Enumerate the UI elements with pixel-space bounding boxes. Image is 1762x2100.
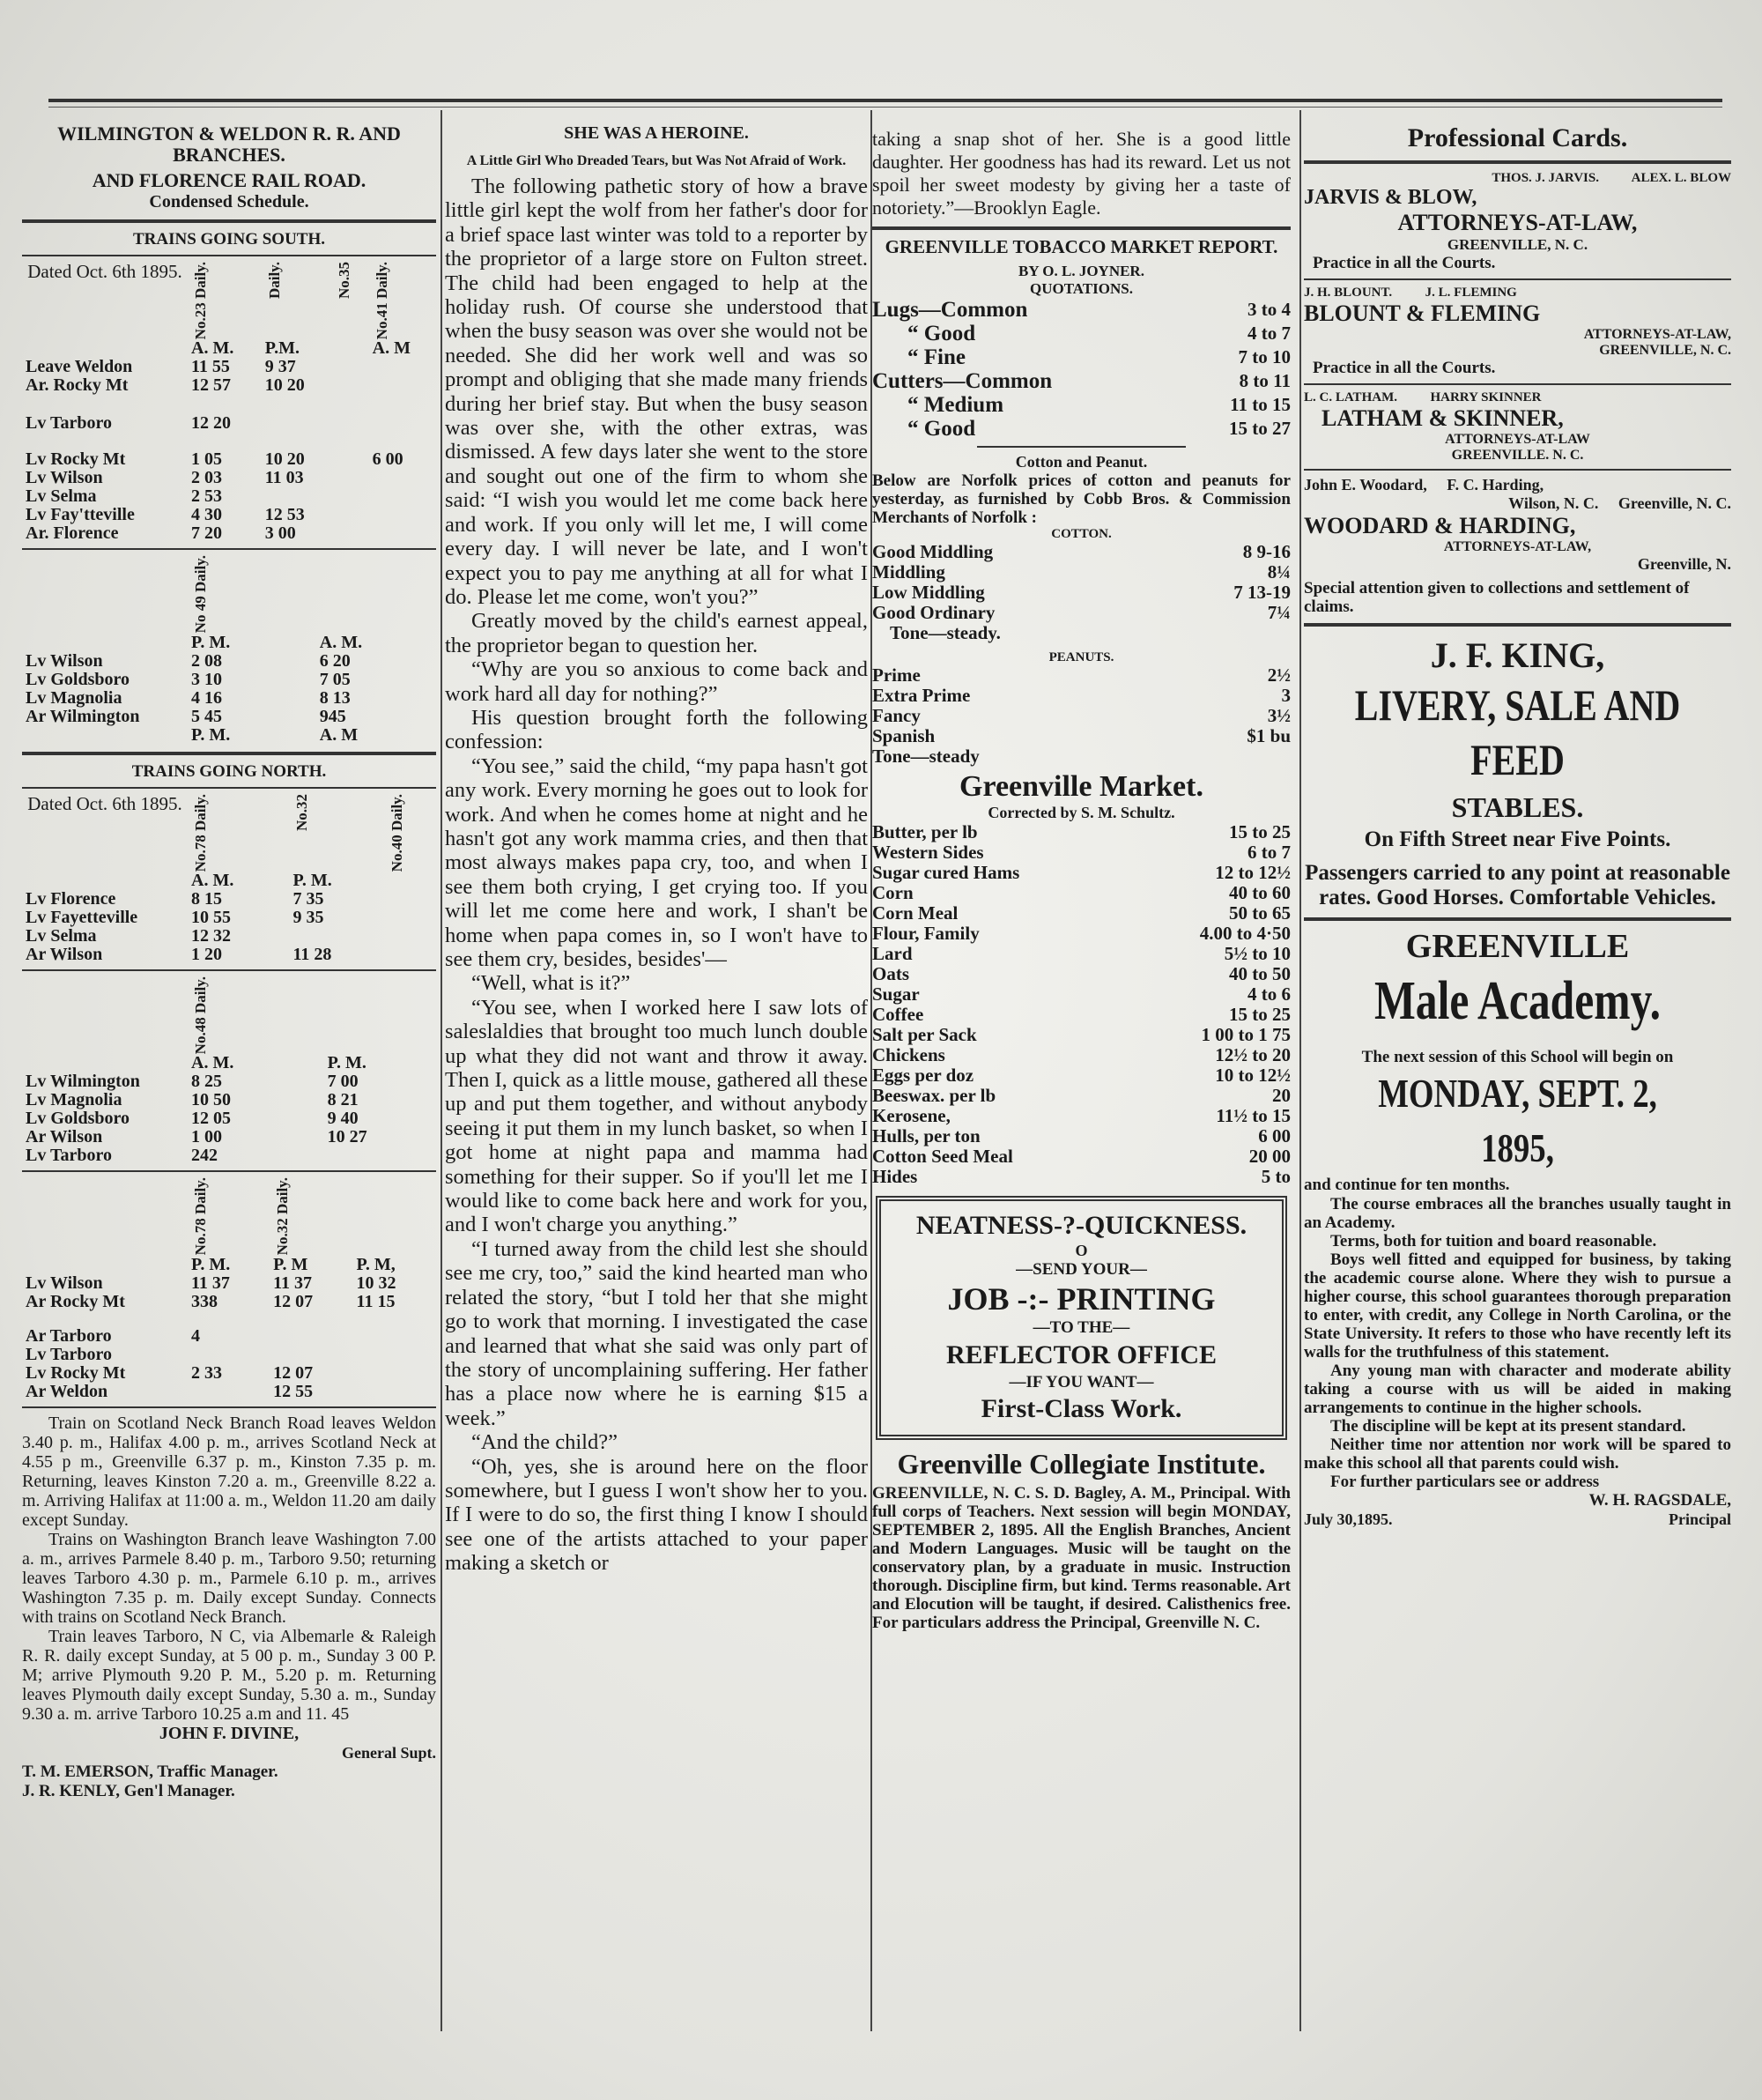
station: Lv Wilson: [26, 1273, 103, 1293]
time: 11 37: [191, 1273, 230, 1293]
academy-date: MONDAY, SEPT. 2, 1895,: [1378, 1071, 1657, 1170]
market-column: [872, 128, 1291, 1632]
printing-advert: [876, 1196, 1287, 1440]
price: 3½: [1267, 705, 1291, 726]
station: Lv Goldsboro: [26, 1109, 130, 1129]
train-col-header: Daily.: [265, 262, 283, 300]
tobacco-report-by: BY O. L. JOYNER.: [1018, 263, 1144, 279]
time: 11 03: [264, 468, 304, 488]
train-col-header: No.40 Daily.: [388, 793, 405, 872]
time: [353, 1383, 436, 1401]
grade: Lugs—Common: [872, 298, 1028, 322]
time: [324, 1146, 436, 1165]
item: Lard: [872, 943, 913, 964]
note-paragraph: Train leaves Tarboro, N C, via Albemarle & Raleigh R. R. daily except Sunday, at 5 00 p. m., Sunday 3 00 P. M; arrive Plymouth 9.20 P. M., 5.20 p. m. Returning leaves Plymouth daily except Sunday, 5.30 a. m., Sunday 9.30 a. m. arrive Tarboro 10.25 a.m and 11. 45: [22, 1626, 436, 1724]
item: Hides: [872, 1166, 918, 1187]
story-paragraph: Greatly moved by the child's earnest appeal, the proprietor began to question her.: [445, 609, 868, 657]
stables-passengers: Passengers carried to any point at reasonable rates. Good Horses. Comfortable Vehicles.: [1305, 861, 1730, 909]
time-header: A. M: [372, 338, 411, 359]
livery-heading: LIVERY, SALE AND FEED: [1354, 680, 1681, 784]
item: Salt per Sack: [872, 1024, 977, 1045]
price: 7 13-19: [1233, 582, 1291, 603]
time-header: A. M.: [319, 632, 363, 652]
time: [262, 487, 331, 506]
story-paragraph: “Why are you so anxious to come back and work hard all day for nothing?”: [445, 657, 868, 706]
academy-paragraph: Terms, both for tuition and board reasonable.: [1330, 1232, 1657, 1250]
time: [369, 524, 436, 543]
advert-ornament: O: [1075, 1242, 1088, 1259]
item: Coffee: [872, 1004, 924, 1025]
grade: “ Good: [907, 322, 976, 345]
train-col-header: No.48 Daily.: [192, 976, 209, 1055]
time: 9 37: [264, 357, 296, 377]
price: 8¼: [1267, 561, 1291, 583]
academy-date-line: July 30,1895.: [1304, 1510, 1393, 1528]
dated-label: Dated Oct. 6th 1895.: [27, 792, 182, 814]
top-rule: [48, 99, 1722, 102]
station: Lv Goldsboro: [26, 669, 130, 689]
time-header: A. M.: [191, 870, 234, 890]
peanuts-table: [872, 665, 1291, 767]
time: 6 20: [319, 650, 351, 671]
train-col-header: No.35: [335, 262, 352, 300]
price: 15 to 25: [1229, 1004, 1291, 1025]
grade: Middling: [872, 561, 945, 583]
time: 10 20: [264, 449, 305, 470]
grade: “ Fine: [907, 345, 966, 369]
time: 4 30: [191, 505, 222, 525]
station: Ar Tarboro: [26, 1325, 112, 1346]
time: 8 25: [191, 1072, 222, 1092]
time-header: P. M.: [191, 724, 231, 745]
time-header: P. M,: [356, 1254, 396, 1274]
train-col-header: No 49 Daily.: [192, 555, 209, 634]
schedule-notes: [22, 1414, 436, 1724]
train-col-header: No.78 Daily.: [192, 793, 209, 872]
price: 12½ to 20: [1215, 1044, 1291, 1065]
time: [353, 1327, 436, 1346]
price: 6 to 7: [1247, 842, 1291, 863]
item: Sugar: [872, 983, 920, 1005]
station: Ar Wilmington: [26, 706, 140, 726]
time: 10 50: [191, 1090, 231, 1110]
item: Chickens: [872, 1044, 945, 1065]
time: 11 15: [356, 1291, 396, 1311]
train-col-header: No.32 Daily.: [274, 1177, 292, 1256]
time: 2 53: [191, 486, 222, 507]
station: Ar Wilson: [26, 1127, 103, 1147]
station: Lv Fay'tteville: [26, 505, 135, 525]
time: 10 27: [327, 1127, 367, 1147]
time: [188, 1346, 270, 1364]
station: Lv Tarboro: [26, 1344, 112, 1364]
grade: Prime: [872, 664, 921, 686]
time: [369, 358, 436, 376]
card-firm: LATHAM & SKINNER,: [1322, 405, 1564, 431]
price: 7 to 10: [1238, 346, 1291, 367]
time: 12 53: [264, 505, 305, 525]
professional-cards-title: Professional Cards.: [1407, 123, 1628, 152]
time: 945: [319, 706, 346, 726]
time: 2 03: [191, 468, 222, 488]
academy-title: Male Academy.: [1373, 971, 1662, 1031]
price: 40 to 60: [1229, 882, 1291, 903]
trains-north-table: [22, 794, 436, 964]
time-header: P.M.: [264, 338, 300, 359]
peanuts-header: PEANUTS.: [1048, 650, 1114, 664]
grade: Fancy: [872, 705, 921, 726]
tobacco-report-title: GREENVILLE TOBACCO MARKET REPORT.: [885, 236, 1278, 257]
time: 8 13: [319, 687, 351, 708]
station: Lv Wilmington: [26, 1072, 140, 1092]
advert-reflector-office: REFLECTOR OFFICE: [946, 1340, 1217, 1369]
price: $1 bu: [1247, 725, 1291, 746]
station: Lv Tarboro: [26, 1146, 112, 1166]
story-paragraph: “And the child?”: [471, 1430, 618, 1455]
station: Lv Magnolia: [26, 1090, 122, 1110]
signature-divine-title: General Supt.: [341, 1743, 436, 1762]
time: 8 21: [327, 1090, 359, 1110]
price: 12 to 12½: [1215, 862, 1291, 883]
trains-north-header: TRAINS GOING NORTH.: [131, 761, 327, 781]
academy-paragraph: The discipline will be kept at its present standard.: [1330, 1417, 1686, 1436]
story-paragraph: “Well, what is it?”: [471, 971, 631, 996]
stables-heading: STABLES.: [1451, 791, 1584, 823]
time-header: P. M.: [292, 870, 332, 890]
time-header: P. M.: [191, 632, 231, 652]
station: Ar Rocky Mt: [26, 1291, 125, 1311]
price: 6 00: [1258, 1125, 1291, 1146]
time: 7 35: [292, 888, 324, 909]
greenville-market-table: [872, 822, 1291, 1187]
advert-job-printing: JOB -:- PRINTING: [947, 1281, 1216, 1317]
time: 10 32: [356, 1273, 396, 1293]
time: 12 55: [273, 1381, 314, 1401]
time: 7 00: [327, 1072, 359, 1092]
grade: Low Middling: [872, 582, 985, 603]
time: [188, 1383, 270, 1401]
time: [270, 1327, 352, 1346]
item: Oats: [872, 963, 909, 984]
academy-paragraph: For further particulars see or address: [1330, 1473, 1600, 1491]
time: 242: [191, 1146, 218, 1166]
item: Beeswax. per lb: [872, 1085, 996, 1106]
time-header: P. M.: [191, 1254, 231, 1274]
signature-emerson: T. M. EMERSON, Traffic Manager.: [22, 1762, 278, 1781]
station: Ar. Florence: [26, 523, 119, 544]
station: Lv Fayetteville: [26, 907, 138, 927]
academy-greenville: GREENVILLE: [1405, 928, 1630, 965]
card-firm: BLOUNT & FLEMING: [1304, 301, 1541, 326]
time-header: P. M: [273, 1254, 308, 1274]
price: 11 to 15: [1230, 394, 1291, 415]
time: 12 32: [191, 925, 231, 946]
story-continued: taking a snap shot of her. She is a good little daughter. Her goodness has had its reward. Let us not spoil her sweet modesty by giving her a taste of notoriety.”—Brooklyn Eagle.: [872, 128, 1291, 219]
time: [369, 506, 436, 524]
story-paragraph: “You see,” said the child, “my papa hasn't got any work. Every morning he goes out to look for work. And when he comes home at night and he hasn't got any work mamma cries, and then that most always makes papa cry, too, and when I see them both crying, I get crying too. If you will let me come here and work, I shan't be home when papa comes in, so I won't have to see them cry, besides, besides'—: [445, 753, 868, 971]
price: 15 to 27: [1229, 418, 1291, 439]
time: [289, 927, 383, 946]
column-rule: [440, 110, 442, 2031]
item: Kerosene,: [872, 1105, 951, 1126]
price: 40 to 50: [1229, 963, 1291, 984]
top-rule-thin: [48, 107, 1722, 108]
dated-label: Dated Oct. 6th 1895.: [27, 261, 182, 282]
cotton-peanut-title: Cotton and Peanut.: [1015, 453, 1148, 471]
time: [262, 414, 331, 433]
card-place: GREENVILLE. N. C.: [1451, 448, 1584, 463]
station: Ar Wilson: [26, 944, 103, 964]
stables-location: On Fifth Street near Five Points.: [1364, 827, 1671, 851]
grade: Good Middling: [872, 541, 994, 562]
card-names-places: Wilson, N. C. Greenville, N. C.: [1508, 494, 1731, 512]
card-names: THOS. J. JARVIS. ALEX. L. BLOW: [1492, 171, 1731, 185]
tone: Tone—steady.: [890, 622, 1001, 643]
trains-south-header: TRAINS GOING SOUTH.: [132, 230, 326, 249]
time: 3 10: [191, 669, 222, 689]
advert-neatness: NEATNESS-?-QUICKNESS.: [915, 1211, 1247, 1240]
time: 11 55: [191, 357, 230, 377]
time-header: A. M: [319, 724, 359, 745]
advert-to-the: —TO THE—: [1033, 1318, 1130, 1337]
trains-north-table-2: [22, 976, 436, 1165]
advert-send-your: —SEND YOUR—: [1016, 1260, 1147, 1279]
price: 3 to 4: [1247, 299, 1291, 320]
story-paragraph: The following pathetic story of how a brave little girl kept the wolf from her father's door for a brief space last winter was told to a reporter by the proprietor of a large store on Fulton street. The child had been engaged to help at the holiday rush. Of course she understood that when the busy season was over she would not be needed. She did her work well and was so prompt and obliging that she made many friends during her brief stay. But when the busy season was over she, with the other extras, was dismissed. A few days later she went to the store and sought out one of the firm to whom she said: “I wish you would let me come back here and work. If you only will let me, I will come every day. I will never be late, and I won't expect you to pay me anything at all for what I do. Please let me come, won't you?”: [445, 174, 868, 609]
story-paragraph: “Oh, yes, she is around here on the floor somewhere, but I guess I won't show her to you. If I were to do so, the first thing I know I should see one of the artists attached to your paper making a sketch or: [445, 1454, 868, 1576]
time: 1 20: [191, 944, 222, 964]
time: 2 33: [191, 1362, 222, 1383]
price: 1 00 to 1 75: [1201, 1024, 1291, 1045]
time: 12 07: [273, 1291, 314, 1311]
cotton-table: [872, 542, 1291, 643]
condensed-schedule: Condensed Schedule.: [149, 192, 309, 211]
time: 2 08: [191, 650, 222, 671]
station: Lv Tarboro: [26, 413, 112, 434]
greenville-market-title: Greenville Market.: [959, 770, 1203, 803]
price: 20: [1272, 1085, 1291, 1106]
card-note: Practice in all the Courts.: [1313, 359, 1496, 377]
story-column: [445, 123, 868, 1576]
station: Lv Florence: [26, 888, 116, 909]
collegiate-institute-text: GREENVILLE, N. C. S. D. Bagley, A. M., Principal. With full corps of Teachers. Next session will begin MONDAY, SEPTEMBER 2, 1895. All the English Branches, Ancient and Modern Languages. Music will be taught on the conservatory plan, by a graduate in music. Instruction thorough. Discipline firm, but kind. Terms reasonable. Art and Elocution will be taught, if desired. Calisthenics free. For particulars address the Principal, Greenville N. C.: [872, 1484, 1291, 1632]
train-col-header: No.78 Daily.: [192, 1177, 209, 1256]
time: [353, 1346, 436, 1364]
time: 338: [191, 1291, 218, 1311]
time: 4: [191, 1325, 200, 1346]
station: Lv Rocky Mt: [26, 449, 126, 470]
time: 9 40: [327, 1109, 359, 1129]
card-names: L. C. LATHAM. HARRY SKINNER: [1304, 390, 1542, 404]
item: Hulls, per ton: [872, 1125, 981, 1146]
price: 8 to 11: [1239, 370, 1291, 391]
king-name: J. F. KING,: [1430, 635, 1605, 675]
railroad-schedule-column: [22, 123, 436, 1801]
cotton-header: COTTON.: [1051, 527, 1112, 541]
price: 11½ to 15: [1216, 1105, 1291, 1126]
time: 12 20: [191, 413, 231, 434]
price: 5 to: [1261, 1166, 1291, 1187]
grade: “ Medium: [907, 393, 1004, 417]
time: [369, 376, 436, 395]
time: 12 57: [191, 375, 231, 396]
signature-divine: JOHN F. DIVINE,: [159, 1723, 300, 1743]
academy-continue: and continue for ten months.: [1304, 1176, 1510, 1194]
time: 11 37: [273, 1273, 313, 1293]
note-paragraph: Trains on Washington Branch leave Washington 7.00 a. m., arrives Parmele 8.40 p. m., Tarboro 9.50; returning leaves Tarboro 4.30 p. m., Parmele 6.10 p. m., arrives Washington 7.35 p. m. Daily except Sunday. Connects with trains on Scotland Neck Branch.: [22, 1529, 436, 1627]
price: 50 to 65: [1229, 902, 1291, 924]
academy-next-session: The next session of this School will begin on: [1361, 1048, 1674, 1066]
cotton-peanut-text: Below are Norfolk prices of cotton and peanuts for yesterday, as furnished by Cobb Bros. & Commission Merchants of Norfolk :: [872, 471, 1291, 527]
price: 8 9-16: [1242, 541, 1291, 562]
station: Leave Weldon: [26, 357, 133, 377]
advert-if-you-want: —IF YOU WANT—: [1009, 1373, 1154, 1391]
station: Ar. Rocky Mt: [26, 375, 129, 396]
signature-kenly: J. R. KENLY, Gen'l Manager.: [22, 1781, 235, 1800]
time: [369, 414, 436, 433]
time: 6 00: [372, 449, 403, 470]
station: Lv Wilson: [26, 650, 103, 671]
item: Corn Meal: [872, 902, 959, 924]
tobacco-quotations: QUOTATIONS.: [1030, 280, 1133, 297]
item: Eggs per doz: [872, 1065, 974, 1086]
card-firm: WOODARD & HARDING,: [1304, 513, 1576, 538]
price: 10 to 12½: [1215, 1065, 1291, 1086]
tone: Tone—steady: [872, 746, 980, 767]
card-place: GREENVILLE, N. C.: [1447, 236, 1588, 253]
time: 12 05: [191, 1109, 231, 1129]
academy-paragraph: Boys well fitted and equipped for business, by taking the academic course alone. Where they wish to pursue a higher course, this school guarantees thorough preparation to enter, with credit, any College in North Carolina, or the State University. It refers to those who have recently left its walls for the truthfulness of this statement.: [1304, 1250, 1731, 1362]
price: 4.00 to 4·50: [1199, 923, 1291, 944]
card-names: J. H. BLOUNT. J. L. FLEMING: [1304, 286, 1517, 300]
price: 3: [1281, 685, 1291, 706]
price: 7¼: [1267, 602, 1291, 623]
time: [270, 1346, 352, 1364]
time: 8 15: [191, 888, 222, 909]
trains-south-table-2: [22, 555, 436, 744]
station: Lv Selma: [26, 925, 97, 946]
card-place: Greenville, N.: [1637, 555, 1731, 573]
academy-body: [1304, 1195, 1731, 1491]
card-firm: JARVIS & BLOW,: [1304, 186, 1477, 209]
trains-south-table: [22, 262, 436, 543]
price: 20 00: [1248, 1146, 1291, 1167]
time: 7 05: [319, 669, 351, 689]
grade: Extra Prime: [872, 685, 971, 706]
time-header: P. M.: [327, 1053, 366, 1073]
grade: Spanish: [872, 725, 936, 746]
price: 4 to 7: [1247, 323, 1291, 344]
time: 10 55: [191, 907, 231, 927]
time: 5 45: [191, 706, 222, 726]
time: 11 28: [292, 944, 332, 964]
station: Lv Rocky Mt: [26, 1362, 126, 1383]
academy-signature: W. H. RAGSDALE,: [1588, 1491, 1731, 1510]
time: 10 20: [264, 375, 305, 396]
time: 7 20: [191, 523, 222, 544]
item: Flour, Family: [872, 923, 980, 944]
price: 4 to 6: [1247, 983, 1291, 1005]
price: 2½: [1267, 664, 1291, 686]
card-role: ATTORNEYS-AT-LAW,: [1583, 327, 1731, 342]
card-place: GREENVILLE, N. C.: [1599, 343, 1731, 358]
price: 5½ to 10: [1224, 943, 1291, 964]
academy-principal: Principal: [1669, 1510, 1731, 1528]
station: Lv Magnolia: [26, 687, 122, 708]
time: [369, 487, 436, 506]
grade: Cutters—Common: [872, 369, 1053, 393]
card-note: Special attention given to collections and settlement of claims.: [1304, 579, 1690, 616]
academy-paragraph: The course embraces all the branches usually taught in an Academy.: [1304, 1195, 1731, 1232]
train-col-header: No.41 Daily.: [373, 262, 390, 340]
time: 12 07: [273, 1362, 314, 1383]
time: 1 00: [191, 1127, 222, 1147]
card-role: ATTORNEYS-AT-LAW,: [1443, 539, 1592, 554]
time: 3 00: [264, 523, 296, 544]
story-paragraph: “You see, when I worked here I saw lots of saleslaldies that brought too much lunch double up what they did not want and throw it away. Then I, quick as a little mouse, gathered all these up and put them together, and without anybody seeing it put them in my lunch basket, so when I got home at night papa and mamma had something for their supper. So if you'll let me I would like to come back here and work for you, and I won't charge you anything.”: [445, 995, 868, 1237]
card-role: ATTORNEYS-AT-LAW: [1445, 432, 1590, 447]
time: [353, 1364, 436, 1383]
station: Lv Wilson: [26, 468, 103, 488]
train-col-header: No.32: [293, 793, 311, 831]
cards-column: [1304, 123, 1731, 1529]
time-header: A. M.: [191, 338, 234, 359]
column-rule: [1299, 110, 1301, 2031]
item: Butter, per lb: [872, 821, 978, 842]
train-col-header: No.23 Daily.: [192, 262, 209, 340]
time: [369, 469, 436, 487]
time: 1 05: [191, 449, 222, 470]
note-paragraph: Train on Scotland Neck Branch Road leaves Weldon 3.40 p. m., Halifax 4.00 p. m., arrives Scotland Neck at 4.55 p m., Greenville 6.37 p. m., Kinston 7.35 p. m. Returning, leaves Kinston 7.20 a. m., Greenville 8.22 a. m. Arriving Halifax at 11:00 a. m., Weldon 11.20 am daily except Sunday.: [22, 1413, 436, 1530]
advert-first-class: First-Class Work.: [981, 1394, 1182, 1423]
greenville-market-by: Corrected by S. M. Schultz.: [988, 804, 1175, 821]
story-paragraph: His question brought forth the following confession:: [445, 705, 868, 754]
tobacco-table: [872, 298, 1291, 441]
academy-paragraph: Neither time nor attention nor work will be spared to make this school all that parents could wish.: [1304, 1436, 1731, 1473]
item: Western Sides: [872, 842, 984, 863]
price: 15 to 25: [1229, 821, 1291, 842]
time: 4 16: [191, 687, 222, 708]
story-subtitle: A Little Girl Who Dreaded Tears, but Was Not Afraid of Work.: [466, 153, 847, 168]
card-names: John E. Woodard, F. C. Harding,: [1304, 476, 1544, 493]
item: Cotton Seed Meal: [872, 1146, 1013, 1167]
station: Lv Selma: [26, 486, 97, 507]
schedule-title: WILMINGTON & WELDON R. R. AND BRANCHES.: [57, 122, 401, 166]
item: Sugar cured Hams: [872, 862, 1020, 883]
item: Corn: [872, 882, 914, 903]
time: 9 35: [292, 907, 324, 927]
card-role: ATTORNEYS-AT-LAW,: [1397, 210, 1638, 235]
time-header: A. M.: [191, 1053, 234, 1073]
grade: “ Good: [907, 417, 976, 441]
story-body: [445, 174, 868, 1576]
card-note: Practice in all the Courts.: [1313, 254, 1496, 272]
station: Ar Weldon: [26, 1381, 108, 1401]
trains-north-table-3: [22, 1177, 436, 1400]
collegiate-institute-title: Greenville Collegiate Institute.: [897, 1448, 1266, 1480]
grade: Good Ordinary: [872, 602, 996, 623]
story-title: SHE WAS A HEROINE.: [564, 123, 749, 143]
schedule-subtitle: AND FLORENCE RAIL ROAD.: [92, 169, 366, 191]
story-paragraph: “I turned away from the child lest she should see me cry, too,” said the kind hearted man who related the story, “but I told her that she might go to work that morning. I investigated the case and learned that what she said was only part of the story of uncomplaining suffering. Her father has a place now where he is earning $15 a week.”: [445, 1236, 868, 1430]
academy-paragraph: Any young man with character and moderate ability taking a course with us will be aided in making arrangements to continue in the higher schools.: [1304, 1362, 1731, 1417]
